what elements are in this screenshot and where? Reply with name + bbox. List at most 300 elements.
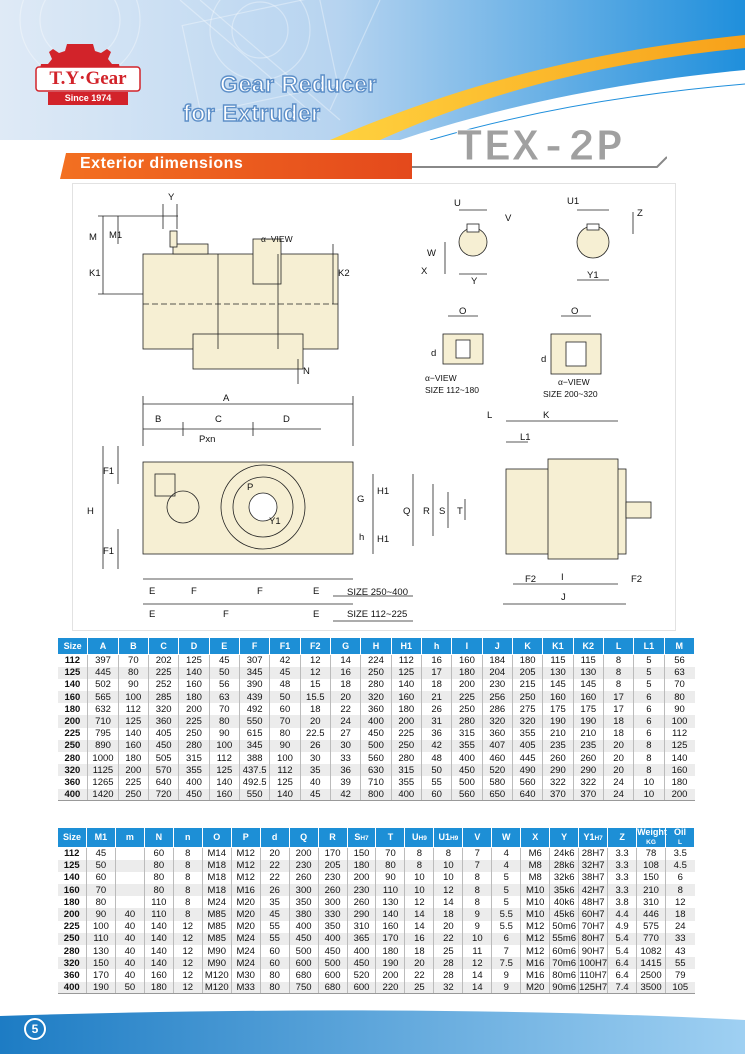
table1-header: H xyxy=(361,638,391,655)
value-cell: 3.3 xyxy=(608,848,637,860)
table1-header-row xyxy=(58,638,695,655)
label-D: D xyxy=(283,414,290,425)
value-cell: 280 xyxy=(179,740,209,752)
value-cell: 230 xyxy=(347,884,376,896)
value-cell: 630 xyxy=(361,764,391,776)
label-I: I xyxy=(561,572,564,583)
value-cell: 80 xyxy=(144,872,173,884)
label-F1-top: F1 xyxy=(103,466,115,477)
value-cell: M20 xyxy=(231,908,260,920)
value-cell: 3.3 xyxy=(608,872,637,884)
label-U: U xyxy=(454,198,461,209)
value-cell: 145 xyxy=(543,679,573,691)
value-cell: 55 xyxy=(666,957,695,969)
size-small-label: SIZE 112~180 xyxy=(425,385,479,395)
value-cell: 78 xyxy=(637,848,666,860)
table2-header xyxy=(521,828,550,848)
table1-row xyxy=(58,703,695,715)
value-cell: 80m6 xyxy=(550,969,579,981)
title-line-2: for Extruder xyxy=(183,100,321,126)
value-cell: 210 xyxy=(573,728,603,740)
value-cell: 25 xyxy=(434,945,463,957)
value-cell: 16 xyxy=(330,667,360,679)
value-cell: 310 xyxy=(637,896,666,908)
table2-header xyxy=(637,828,666,848)
value-cell: 50m6 xyxy=(550,921,579,933)
value-cell: 70 xyxy=(270,715,300,727)
value-cell: 407 xyxy=(482,740,512,752)
value-cell: 45 xyxy=(86,848,115,860)
table2-header-row xyxy=(58,828,695,848)
value-cell: M6 xyxy=(521,848,550,860)
label-P: P xyxy=(247,482,254,493)
table1-header: H1 xyxy=(391,638,421,655)
value-cell: 7 xyxy=(463,860,492,872)
value-cell: 24 xyxy=(603,789,633,801)
value-cell: 90 xyxy=(270,740,300,752)
value-cell: 24k6 xyxy=(550,848,579,860)
value-cell: 560 xyxy=(512,776,542,788)
value-cell: 14 xyxy=(463,982,492,994)
size-cell: 280 xyxy=(64,752,81,764)
value-cell: 400 xyxy=(391,789,421,801)
value-cell: 160 xyxy=(144,969,173,981)
value-cell: 50 xyxy=(115,982,144,994)
table1-header: I xyxy=(452,638,482,655)
value-cell: 190 xyxy=(573,715,603,727)
value-cell: M12 xyxy=(521,933,550,945)
table1-header: F xyxy=(239,638,269,655)
table2-header-text: W xyxy=(502,832,511,842)
size-cell: 250 xyxy=(58,933,87,945)
value-cell: 320 xyxy=(482,715,512,727)
value-cell: 5 xyxy=(492,872,521,884)
value-cell: M18 xyxy=(202,860,231,872)
table1-header: J xyxy=(482,638,512,655)
value-cell: 1420 xyxy=(88,789,118,801)
value-cell: 388 xyxy=(239,752,269,764)
value-cell: 640 xyxy=(512,789,542,801)
table1-row xyxy=(58,740,695,752)
value-cell: 38H7 xyxy=(579,872,608,884)
value-cell: 42 xyxy=(330,789,360,801)
value-cell: 205 xyxy=(318,860,347,872)
size-cell: 250 xyxy=(58,740,88,752)
table1-header: Size xyxy=(58,638,88,655)
value-cell: 290 xyxy=(543,764,573,776)
label-N: N xyxy=(303,366,310,377)
value-cell: 224 xyxy=(361,655,391,667)
label-H1-bottom: H1 xyxy=(377,534,390,545)
value-cell: 5.5 xyxy=(492,921,521,933)
value-cell: 90H7 xyxy=(579,945,608,957)
value-cell: 17 xyxy=(421,667,451,679)
table2-header-sub: L xyxy=(678,839,682,846)
label-F-1: F xyxy=(191,586,197,597)
table2-header-text: n xyxy=(185,832,191,842)
value-cell: M8 xyxy=(521,860,550,872)
value-cell: 160 xyxy=(664,764,694,776)
value-cell: 60 xyxy=(144,848,173,860)
value-cell: 750 xyxy=(289,982,318,994)
value-cell: 90 xyxy=(209,728,239,740)
value-cell: 256 xyxy=(482,691,512,703)
value-cell: 280 xyxy=(391,752,421,764)
value-cell: 215 xyxy=(512,679,542,691)
value-cell: 8 xyxy=(634,764,664,776)
value-cell: 100 xyxy=(209,740,239,752)
value-cell: 90m6 xyxy=(550,982,579,994)
value-cell: 320 xyxy=(512,715,542,727)
table2-header xyxy=(202,828,231,848)
value-cell: 63 xyxy=(209,691,239,703)
value-cell: M85 xyxy=(202,933,231,945)
size-cell: 320 xyxy=(58,957,87,969)
value-cell: 43 xyxy=(666,945,695,957)
value-cell: 225 xyxy=(148,667,178,679)
label-L1: L1 xyxy=(520,432,531,443)
value-cell: 680 xyxy=(318,982,347,994)
value-cell: 140 xyxy=(144,933,173,945)
table2-header-text: T xyxy=(387,832,394,842)
value-cell: 7.5 xyxy=(492,957,521,969)
value-cell: 36 xyxy=(330,764,360,776)
table2-header-text: U xyxy=(412,831,419,842)
value-cell: 9 xyxy=(463,921,492,933)
table1-row xyxy=(58,752,695,764)
value-cell: 260 xyxy=(289,872,318,884)
value-cell: 446 xyxy=(637,908,666,920)
value-cell: 570 xyxy=(148,764,178,776)
value-cell: 150 xyxy=(347,848,376,860)
value-cell: 800 xyxy=(361,789,391,801)
value-cell: 320 xyxy=(148,703,178,715)
value-cell: 45 xyxy=(270,667,300,679)
value-cell: 125 xyxy=(664,740,694,752)
value-cell: 502 xyxy=(88,679,118,691)
value-cell: 580 xyxy=(482,776,512,788)
value-cell: 60 xyxy=(421,789,451,801)
value-cell: 315 xyxy=(391,764,421,776)
value-cell: 400 xyxy=(452,752,482,764)
label-E-2: E xyxy=(149,609,156,620)
value-cell: 140 xyxy=(376,908,405,920)
a-view-small-label: α−VIEW xyxy=(425,373,457,383)
value-cell: M10 xyxy=(521,896,550,908)
value-cell: 20 xyxy=(603,740,633,752)
value-cell: 400 xyxy=(289,921,318,933)
value-cell: M18 xyxy=(202,872,231,884)
value-cell: 20 xyxy=(434,921,463,933)
value-cell: 370 xyxy=(543,789,573,801)
value-cell: 355 xyxy=(179,764,209,776)
table2-header-text: Q xyxy=(300,832,308,842)
value-cell: 28 xyxy=(434,969,463,981)
value-cell: 8 xyxy=(173,860,202,872)
value-cell: 450 xyxy=(289,933,318,945)
value-cell: 6 xyxy=(666,872,695,884)
table2-row xyxy=(58,921,695,933)
value-cell: 130 xyxy=(573,667,603,679)
value-cell: 1265 xyxy=(88,776,118,788)
size-112-225-label: SIZE 112~225 xyxy=(347,609,408,620)
value-cell: 32H7 xyxy=(579,860,608,872)
a-view-large-label: α−VIEW xyxy=(558,377,590,387)
value-cell: 125 xyxy=(209,764,239,776)
value-cell: 22 xyxy=(405,969,434,981)
value-cell: 450 xyxy=(318,945,347,957)
value-cell: 200 xyxy=(376,969,405,981)
value-cell: 8 xyxy=(173,896,202,908)
value-cell: M24 xyxy=(231,933,260,945)
value-cell: 600 xyxy=(318,969,347,981)
value-cell: 30 xyxy=(300,752,330,764)
value-cell: 180 xyxy=(512,655,542,667)
size-cell: 125 xyxy=(58,860,87,872)
value-cell: 8 xyxy=(463,872,492,884)
value-cell: 230 xyxy=(482,679,512,691)
value-cell: 90 xyxy=(376,872,405,884)
value-cell: 220 xyxy=(376,982,405,994)
value-cell: 170 xyxy=(376,933,405,945)
value-cell: 140 xyxy=(664,752,694,764)
value-cell: 140 xyxy=(144,945,173,957)
value-cell: 315 xyxy=(452,728,482,740)
table2-body xyxy=(58,848,695,994)
value-cell: 235 xyxy=(543,740,573,752)
table2-header-text: S xyxy=(354,831,361,842)
value-cell: 10 xyxy=(434,860,463,872)
value-cell: 14 xyxy=(405,921,434,933)
value-cell: 397 xyxy=(88,655,118,667)
logo-since: Since 1974 xyxy=(48,92,128,105)
value-cell: 8 xyxy=(603,655,633,667)
value-cell: 5.5 xyxy=(492,908,521,920)
value-cell: 520 xyxy=(347,969,376,981)
label-E-1: E xyxy=(149,586,156,597)
value-cell: 45 xyxy=(260,908,289,920)
table1-row xyxy=(58,728,695,740)
value-cell: M14 xyxy=(202,848,231,860)
label-R: R xyxy=(423,506,430,517)
value-cell: 33 xyxy=(330,752,360,764)
value-cell: 8 xyxy=(434,848,463,860)
value-cell: 21 xyxy=(421,691,451,703)
value-cell: 18 xyxy=(603,728,633,740)
value-cell: 210 xyxy=(543,728,573,740)
value-cell: 60 xyxy=(260,957,289,969)
value-cell: 80 xyxy=(664,691,694,703)
value-cell: 260 xyxy=(543,752,573,764)
value-cell: 9 xyxy=(463,908,492,920)
table1-row xyxy=(58,679,695,691)
section-underline xyxy=(412,155,667,173)
value-cell: 3.5 xyxy=(666,848,695,860)
value-cell: 24 xyxy=(603,776,633,788)
value-cell: 80 xyxy=(144,884,173,896)
value-cell: M20 xyxy=(521,982,550,994)
table2-row xyxy=(58,982,695,994)
value-cell: 125 xyxy=(118,715,148,727)
size-cell: 225 xyxy=(64,728,81,740)
value-cell: 4.4 xyxy=(608,908,637,920)
value-cell: M20 xyxy=(231,921,260,933)
table2-header-text: M1 xyxy=(94,832,108,842)
value-cell: 322 xyxy=(543,776,573,788)
value-cell: 90 xyxy=(118,679,148,691)
value-cell: 110 xyxy=(144,896,173,908)
value-cell: 500 xyxy=(318,957,347,969)
value-cell: 42H7 xyxy=(579,884,608,896)
value-cell: 6 xyxy=(634,703,664,715)
value-cell: 125 xyxy=(391,667,421,679)
value-cell: 90 xyxy=(664,703,694,715)
value-cell: 5 xyxy=(492,884,521,896)
value-cell: 160 xyxy=(118,740,148,752)
table1-header: K xyxy=(512,638,542,655)
value-cell: 125 xyxy=(179,655,209,667)
value-cell: 400 xyxy=(361,715,391,727)
value-cell: 130 xyxy=(543,667,573,679)
value-cell: 5 xyxy=(634,655,664,667)
value-cell: M12 xyxy=(231,872,260,884)
value-cell: 250 xyxy=(118,789,148,801)
value-cell: 450 xyxy=(347,957,376,969)
value-cell: 40 xyxy=(115,945,144,957)
table2-header xyxy=(289,828,318,848)
label-Y-top: Y xyxy=(168,192,175,203)
table2-header-text: Size xyxy=(62,832,81,842)
table1-row xyxy=(58,691,695,703)
table1-body xyxy=(58,655,695,801)
value-cell: 600 xyxy=(289,957,318,969)
value-cell: 190 xyxy=(543,715,573,727)
value-cell: 8 xyxy=(463,896,492,908)
value-cell: 1082 xyxy=(637,945,666,957)
value-cell: 60 xyxy=(270,703,300,715)
label-d-large: d xyxy=(541,354,547,365)
table2-header xyxy=(318,828,347,848)
value-cell: 22 xyxy=(260,872,289,884)
value-cell: 27 xyxy=(330,728,360,740)
drawing-svg xyxy=(73,184,677,632)
table1-header: K1 xyxy=(543,638,573,655)
size-cell: 140 xyxy=(63,872,80,884)
value-cell: M10 xyxy=(521,908,550,920)
value-cell: 492.5 xyxy=(239,776,269,788)
value-cell: 4.9 xyxy=(608,921,637,933)
value-cell: 632 xyxy=(88,703,118,715)
value-cell: 35 xyxy=(260,896,289,908)
value-cell: 200 xyxy=(179,703,209,715)
value-cell: 17 xyxy=(603,703,633,715)
value-cell: 33 xyxy=(666,933,695,945)
value-cell: 50 xyxy=(86,860,115,872)
value-cell: 307 xyxy=(239,655,269,667)
value-cell: 100 xyxy=(664,715,694,727)
value-cell: 184 xyxy=(482,655,512,667)
table2-header-text: O xyxy=(213,832,221,842)
size-cell: 180 xyxy=(64,703,81,715)
value-cell: 390 xyxy=(239,679,269,691)
value-cell: 26 xyxy=(300,740,330,752)
value-cell: 235 xyxy=(573,740,603,752)
value-cell: 15.5 xyxy=(300,691,330,703)
value-cell: M12 xyxy=(231,848,260,860)
table2-header xyxy=(347,828,376,848)
table2-header xyxy=(86,828,115,848)
value-cell: 20 xyxy=(603,752,633,764)
table1-header: F1 xyxy=(270,638,300,655)
value-cell: 250 xyxy=(512,691,542,703)
value-cell: 10 xyxy=(405,872,434,884)
table2-header xyxy=(666,828,695,848)
value-cell: 24 xyxy=(666,921,695,933)
table2-row xyxy=(58,848,695,860)
value-cell: 400 xyxy=(347,945,376,957)
value-cell: 110 xyxy=(144,908,173,920)
table2-header xyxy=(405,828,434,848)
value-cell: 12 xyxy=(300,655,330,667)
value-cell: 180 xyxy=(391,703,421,715)
value-cell: 180 xyxy=(179,691,209,703)
value-cell: 6 xyxy=(634,715,664,727)
value-cell: 205 xyxy=(512,667,542,679)
value-cell: 1415 xyxy=(637,957,666,969)
value-cell: 615 xyxy=(239,728,269,740)
size-cell: 200 xyxy=(58,908,87,920)
label-A: A xyxy=(223,393,230,404)
value-cell: 70 xyxy=(664,679,694,691)
value-cell: 80 xyxy=(260,969,289,981)
value-cell: 560 xyxy=(452,789,482,801)
value-cell: 8 xyxy=(173,872,202,884)
value-cell: 50 xyxy=(421,764,451,776)
value-cell: 160 xyxy=(543,691,573,703)
value-cell: 260 xyxy=(347,896,376,908)
value-cell: 70m6 xyxy=(550,957,579,969)
value-cell: 12 xyxy=(173,933,202,945)
table2-row xyxy=(58,896,695,908)
label-O-small: O xyxy=(459,306,467,317)
value-cell: 160 xyxy=(209,789,239,801)
table1-row xyxy=(58,715,695,727)
size-cell: 225 xyxy=(63,921,80,933)
value-cell: 8 xyxy=(666,884,695,896)
value-cell: 200 xyxy=(118,764,148,776)
value-cell: 100 xyxy=(86,921,115,933)
table1-row xyxy=(58,776,695,788)
value-cell: 250 xyxy=(361,667,391,679)
value-cell: 710 xyxy=(361,776,391,788)
table2-header-text: Weight xyxy=(637,827,667,837)
table2-header xyxy=(260,828,289,848)
value-cell: M24 xyxy=(202,896,231,908)
value-cell: 18 xyxy=(330,679,360,691)
value-cell: 140 xyxy=(144,921,173,933)
table1-header: F2 xyxy=(300,638,330,655)
value-cell: 160 xyxy=(376,921,405,933)
value-cell: 7 xyxy=(492,945,521,957)
value-cell: 150 xyxy=(637,872,666,884)
size-cell: 160 xyxy=(58,691,88,703)
value-cell: 10 xyxy=(634,789,664,801)
value-cell: 60H7 xyxy=(579,908,608,920)
value-cell: 70 xyxy=(376,848,405,860)
value-cell: 39 xyxy=(330,776,360,788)
value-cell: 680 xyxy=(289,969,318,981)
value-cell: 285 xyxy=(148,691,178,703)
